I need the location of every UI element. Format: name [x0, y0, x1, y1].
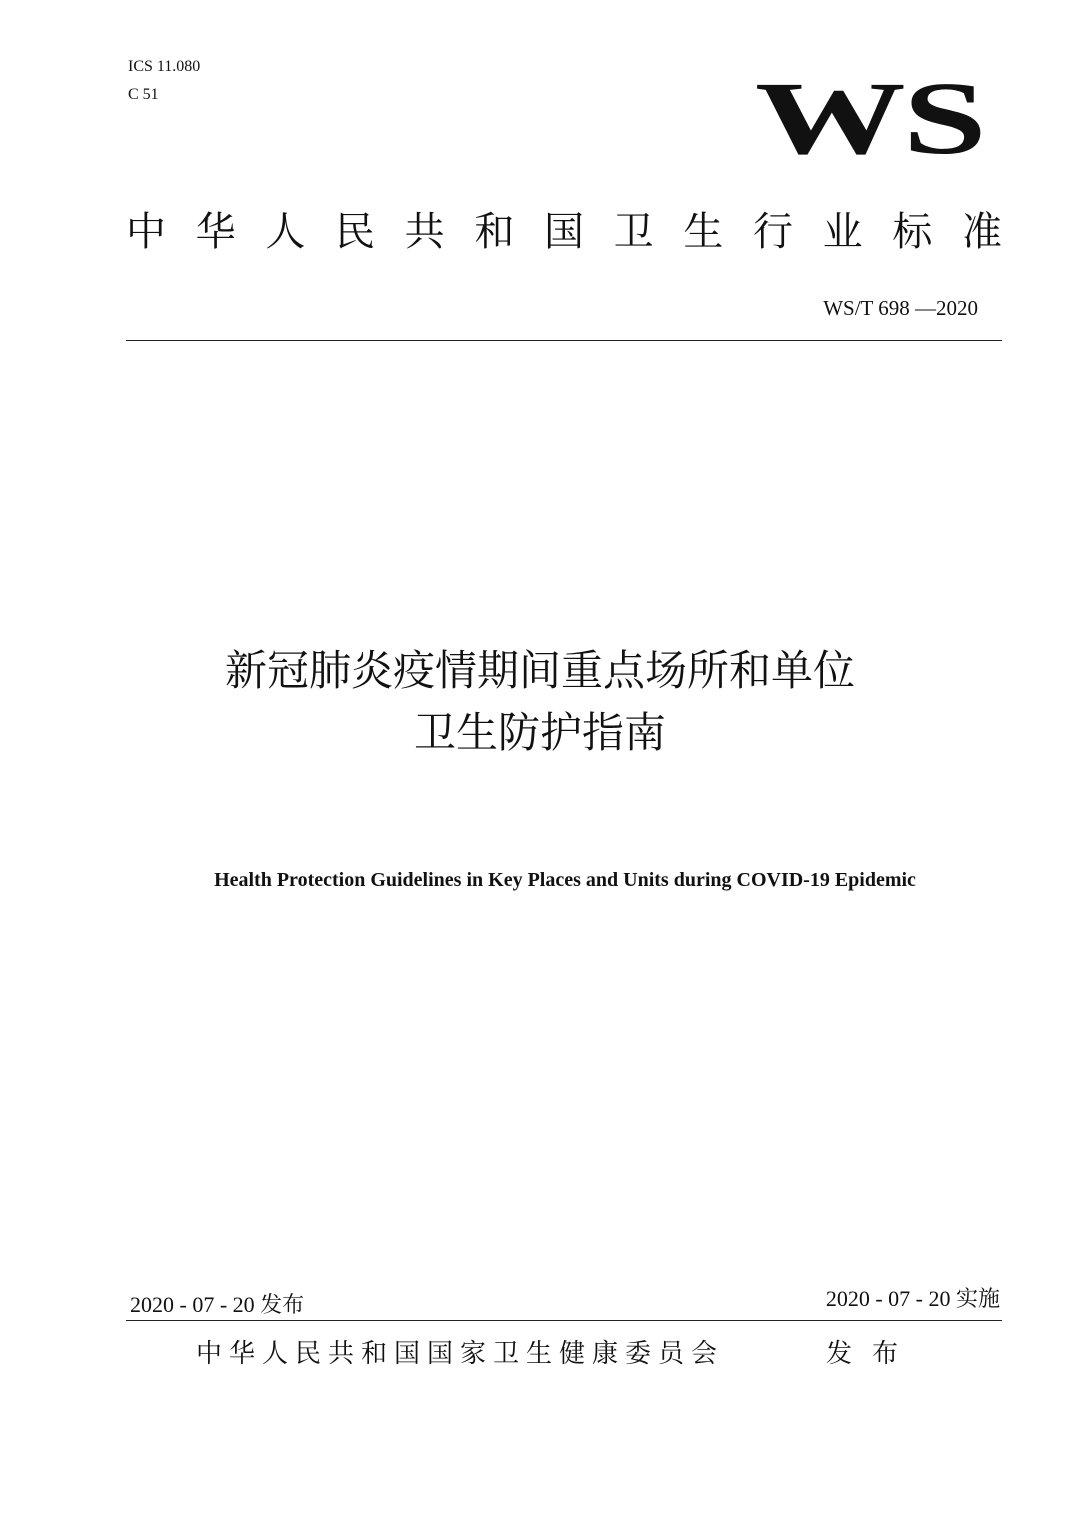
ws-logo: WS — [755, 61, 984, 176]
issue-label: 发布 — [826, 1339, 919, 1369]
publish-date: 2020 - 07 - 20 发布 — [130, 1292, 305, 1317]
document-title — [0, 640, 1080, 764]
ccs-code: C 51 — [128, 86, 159, 103]
ics-code: ICS 11.080 — [128, 58, 201, 75]
document-title-line-1: 新冠肺炎疫情期间重点场所和单位 — [224, 646, 855, 695]
document-title-line-2: 卫生防护指南 — [413, 708, 666, 757]
english-title: Health Protection Guidelines in Key Places and Units during COVID-19 Epidemic — [214, 869, 916, 891]
top-divider — [126, 340, 1002, 341]
standard-number: WS/T 698 —2020 — [823, 296, 978, 320]
issuing-authority: 中华人民共和国国家卫生健康委员会 — [196, 1339, 725, 1369]
implement-date: 2020 - 07 - 20 实施 — [825, 1286, 1000, 1311]
bottom-divider — [126, 1320, 1002, 1321]
standard-category-title: 中华人民共和国卫生行业标准 — [126, 209, 1002, 255]
